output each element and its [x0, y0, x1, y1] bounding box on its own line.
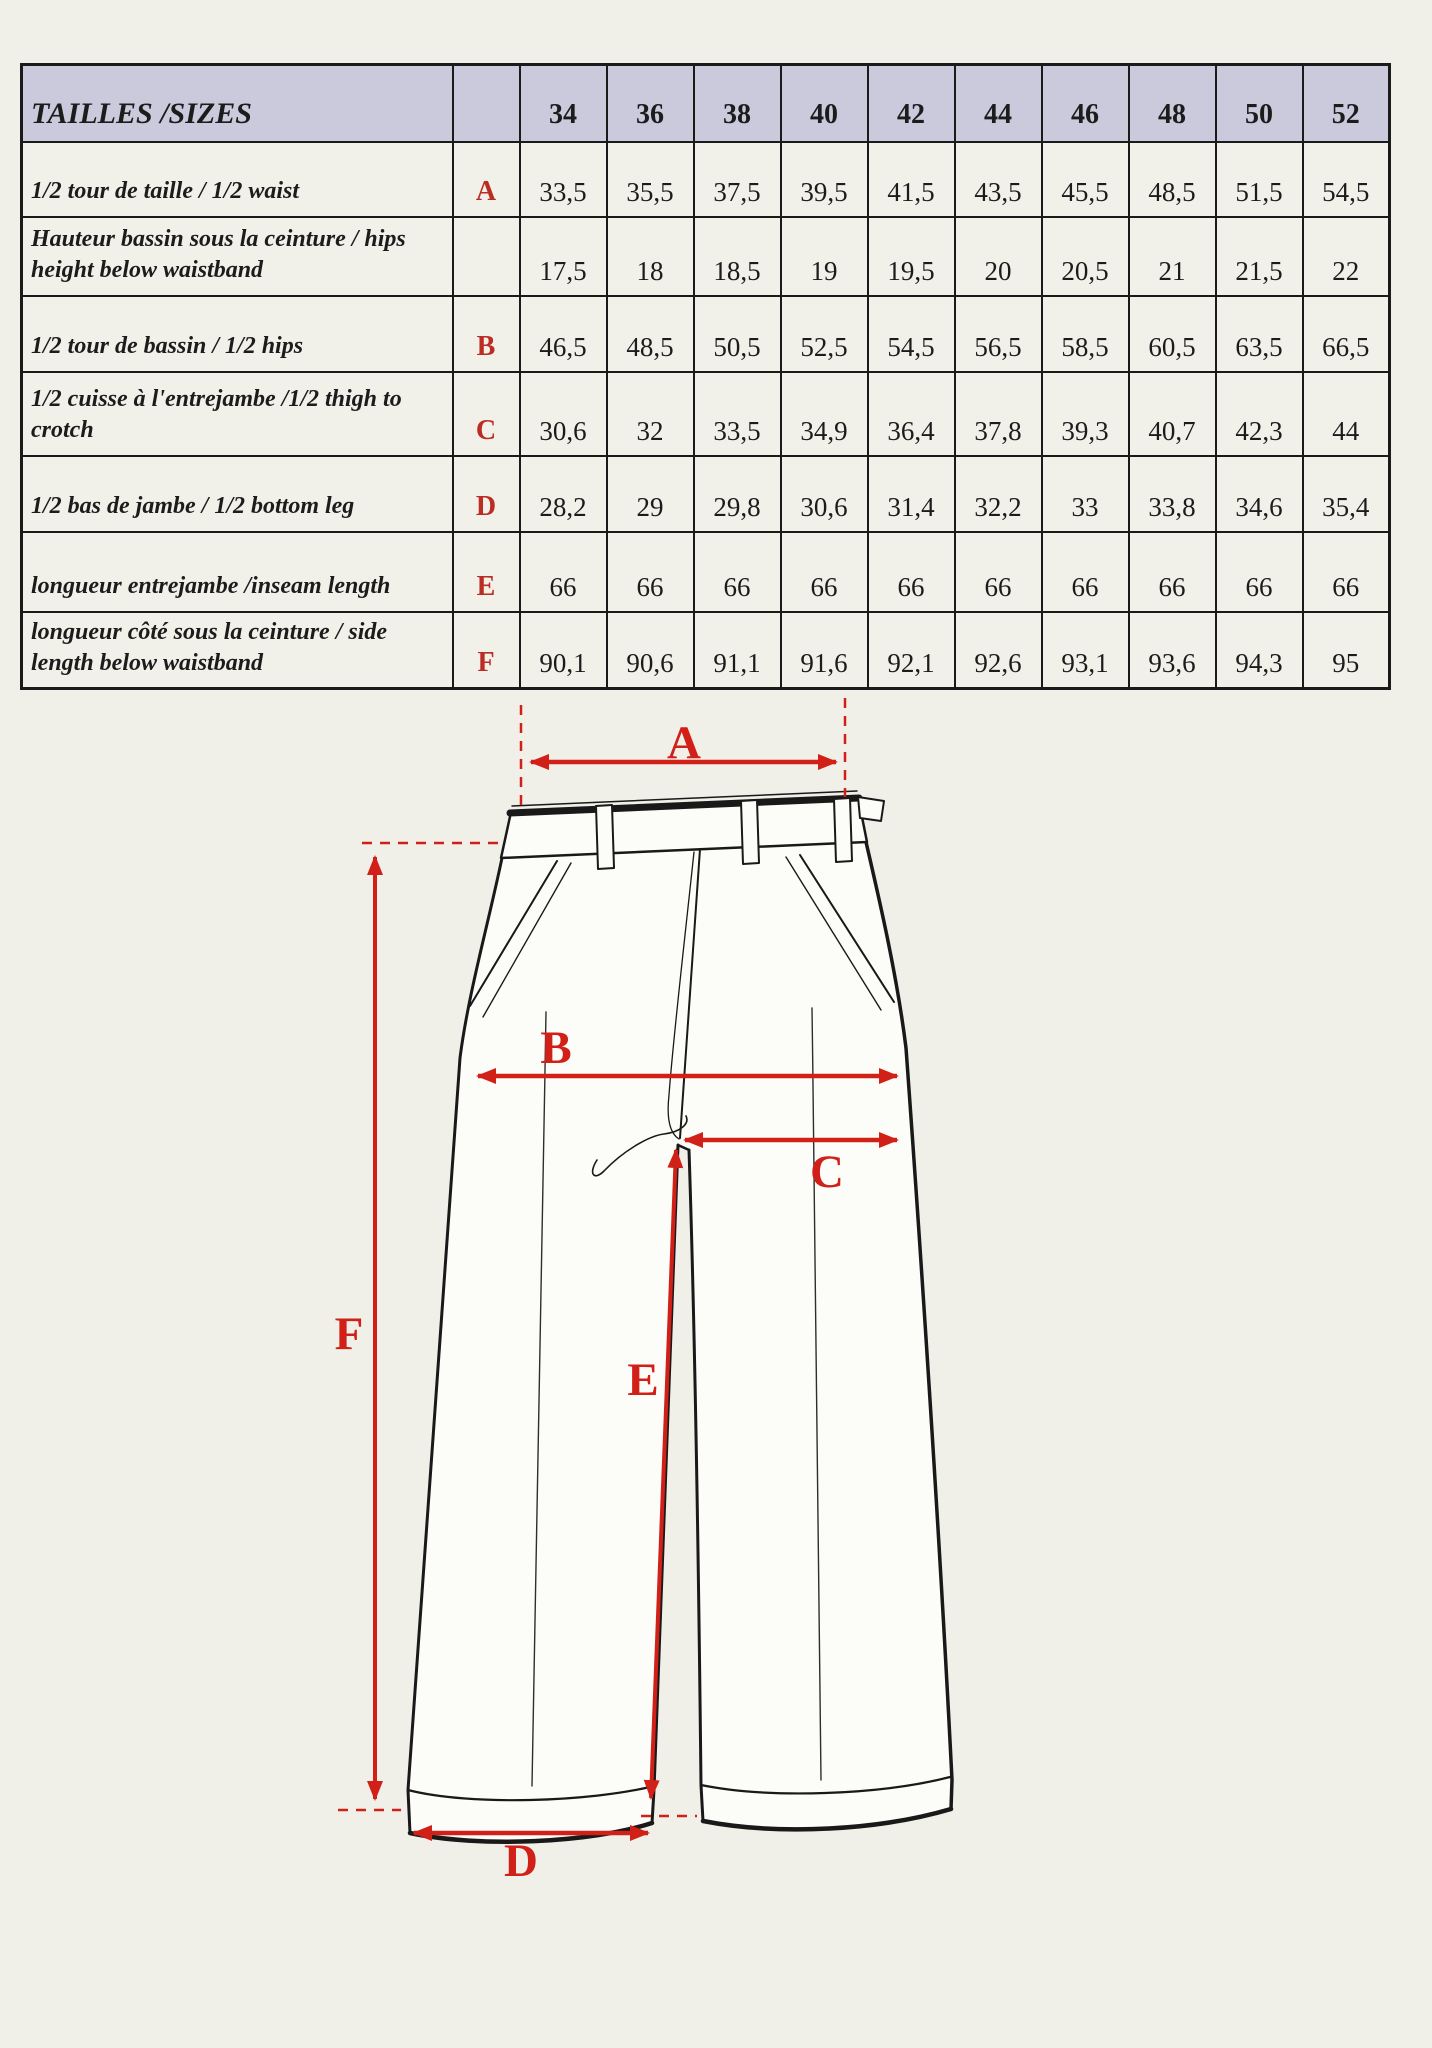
- measurement-value: 30,6: [520, 372, 607, 456]
- measurement-value: 33: [1042, 456, 1129, 532]
- measurement-value: 39,5: [781, 142, 868, 217]
- belt-loop: [834, 798, 852, 862]
- measurement-value: 66,5: [1303, 296, 1390, 372]
- belt-loop: [741, 800, 759, 864]
- measurement-value: 28,2: [520, 456, 607, 532]
- measurement-value: 48,5: [607, 296, 694, 372]
- belt-loop: [596, 805, 614, 869]
- measurement-value: 34,9: [781, 372, 868, 456]
- measurement-value: 46,5: [520, 296, 607, 372]
- measurement-value: 66: [520, 532, 607, 612]
- measurement-value: 30,6: [781, 456, 868, 532]
- measurement-value: 92,1: [868, 612, 955, 689]
- measurement-value: 37,8: [955, 372, 1042, 456]
- measurement-letter: B: [453, 296, 520, 372]
- measurement-value: 51,5: [1216, 142, 1303, 217]
- measurement-label: Hauteur bassin sous la ceinture / hips height below waistband: [22, 217, 453, 296]
- measurement-value: 21: [1129, 217, 1216, 296]
- measurement-value: 66: [1303, 532, 1390, 612]
- trousers-drawing: [408, 791, 952, 1842]
- measurement-label: 1/2 cuisse à l'entrejambe /1/2 thigh to crotch: [22, 372, 453, 456]
- waistband-button-tab: [858, 797, 884, 821]
- measurement-letter: A: [453, 142, 520, 217]
- measurement-value: 31,4: [868, 456, 955, 532]
- measurement-value: 50,5: [694, 296, 781, 372]
- measurement-value: 21,5: [1216, 217, 1303, 296]
- measurement-letter: E: [453, 532, 520, 612]
- measurement-value: 91,1: [694, 612, 781, 689]
- size-column-header: 42: [868, 65, 955, 142]
- measurement-value: 52,5: [781, 296, 868, 372]
- measurement-label: 1/2 tour de taille / 1/2 waist: [22, 142, 453, 217]
- dim-label-d: D: [504, 1835, 538, 1887]
- size-column-header: 46: [1042, 65, 1129, 142]
- size-column-header: 44: [955, 65, 1042, 142]
- measurement-value: 43,5: [955, 142, 1042, 217]
- measurement-label: 1/2 tour de bassin / 1/2 hips: [22, 296, 453, 372]
- size-column-header: 34: [520, 65, 607, 142]
- measurement-value: 44: [1303, 372, 1390, 456]
- dim-label-a: A: [667, 717, 701, 769]
- measurement-value: 66: [781, 532, 868, 612]
- measurement-value: 40,7: [1129, 372, 1216, 456]
- measurement-value: 94,3: [1216, 612, 1303, 689]
- measurement-letter: C: [453, 372, 520, 456]
- measurement-value: 34,6: [1216, 456, 1303, 532]
- measurement-value: 37,5: [694, 142, 781, 217]
- size-column-header: 48: [1129, 65, 1216, 142]
- measurement-value: 32,2: [955, 456, 1042, 532]
- dim-label-b: B: [540, 1022, 572, 1074]
- size-column-header: 50: [1216, 65, 1303, 142]
- measurement-label: 1/2 bas de jambe / 1/2 bottom leg: [22, 456, 453, 532]
- measurement-value: 35,5: [607, 142, 694, 217]
- measurement-value: 63,5: [1216, 296, 1303, 372]
- measurement-value: 20,5: [1042, 217, 1129, 296]
- measurement-letter: D: [453, 456, 520, 532]
- measurement-value: 22: [1303, 217, 1390, 296]
- size-column-header: 38: [694, 65, 781, 142]
- measurement-value: 66: [1216, 532, 1303, 612]
- measurement-value: 33,8: [1129, 456, 1216, 532]
- measurement-value: 66: [607, 532, 694, 612]
- measurement-value: 95: [1303, 612, 1390, 689]
- measurement-value: 66: [1042, 532, 1129, 612]
- measurement-value: 45,5: [1042, 142, 1129, 217]
- measurement-label: longueur côté sous la ceinture / side length below waistband: [22, 612, 453, 689]
- measurement-value: 56,5: [955, 296, 1042, 372]
- dim-label-c: C: [810, 1146, 844, 1198]
- measurement-letter: F: [453, 612, 520, 689]
- measurement-value: 93,6: [1129, 612, 1216, 689]
- table-title: TAILLES /SIZES: [22, 65, 453, 142]
- measurement-value: 66: [955, 532, 1042, 612]
- measurement-value: 19: [781, 217, 868, 296]
- measurement-value: 93,1: [1042, 612, 1129, 689]
- measurement-value: 20: [955, 217, 1042, 296]
- measurement-value: 60,5: [1129, 296, 1216, 372]
- measurement-value: 54,5: [1303, 142, 1390, 217]
- size-column-header: 52: [1303, 65, 1390, 142]
- measurement-value: 29,8: [694, 456, 781, 532]
- measurement-value: 90,1: [520, 612, 607, 689]
- measurement-value: 17,5: [520, 217, 607, 296]
- measurement-value: 39,3: [1042, 372, 1129, 456]
- measurement-value: 35,4: [1303, 456, 1390, 532]
- measurement-value: 42,3: [1216, 372, 1303, 456]
- measurement-value: 33,5: [520, 142, 607, 217]
- measurement-value: 58,5: [1042, 296, 1129, 372]
- measurement-value: 66: [694, 532, 781, 612]
- measurement-value: 36,4: [868, 372, 955, 456]
- measurement-value: 66: [1129, 532, 1216, 612]
- measurement-value: 66: [868, 532, 955, 612]
- measurement-value: 19,5: [868, 217, 955, 296]
- measurement-value: 18: [607, 217, 694, 296]
- size-column-header: 36: [607, 65, 694, 142]
- measurement-value: 90,6: [607, 612, 694, 689]
- dim-label-f: F: [334, 1308, 364, 1360]
- size-column-header: 40: [781, 65, 868, 142]
- measurement-value: 33,5: [694, 372, 781, 456]
- measurement-value: 54,5: [868, 296, 955, 372]
- measurement-value: 18,5: [694, 217, 781, 296]
- measurement-value: 91,6: [781, 612, 868, 689]
- measurement-value: 92,6: [955, 612, 1042, 689]
- measurement-value: 29: [607, 456, 694, 532]
- measurement-label: longueur entrejambe /inseam length: [22, 532, 453, 612]
- measurement-value: 48,5: [1129, 142, 1216, 217]
- dim-label-e: E: [627, 1354, 659, 1406]
- measurement-value: 41,5: [868, 142, 955, 217]
- measurement-value: 32: [607, 372, 694, 456]
